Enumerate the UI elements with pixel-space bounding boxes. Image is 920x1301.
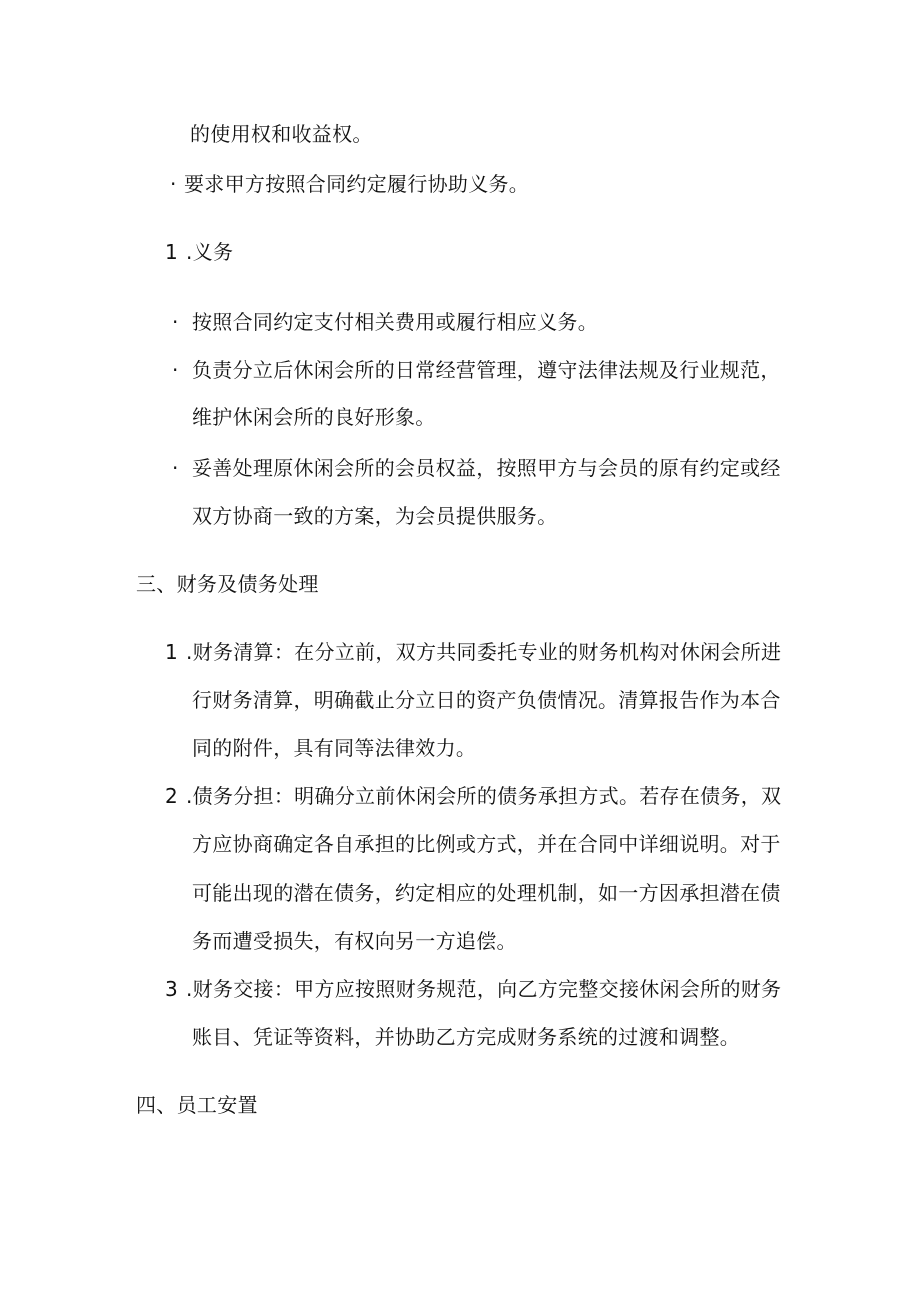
list-item-line: .财务交接：甲方应按照财务规范，向乙方完整交接休闲会所的财务 [186,977,782,1001]
list-item-line: 务而遭受损失，有权向另一方追偿。 [192,929,517,953]
section-heading: 四、员工安置 [136,1093,258,1117]
obligation-item-line: 妥善处理原休闲会所的会员权益，按照甲方与会员的原有约定或经 [192,456,781,480]
bullet-marker: · [172,310,179,334]
obligations-title: .义务 [186,240,234,264]
obligation-item-line: 按照合同约定支付相关费用或履行相应义务。 [192,310,598,334]
section-heading: 三、财务及债务处理 [136,572,319,596]
list-item-line: 行财务清算，明确截止分立日的资产负债情况。清算报告作为本合 [192,688,781,712]
bullet-marker: · [170,172,177,196]
list-item-line: 同的附件，具有同等法律效力。 [192,736,477,760]
obligations-number: 1 [165,240,178,264]
bullet-marker: · [172,358,179,382]
list-item-line: .债务分担：明确分立前休闲会所的债务承担方式。若存在债务，双 [186,784,782,808]
obligation-item-line: 双方协商一致的方案，为会员提供服务。 [192,504,558,528]
list-item-number: 3 [165,977,178,1001]
list-item-number: 1 [165,640,178,664]
rights-bullet-text: 要求甲方按照合同约定履行协助义务。 [184,172,530,196]
list-item-line: .财务清算：在分立前，双方共同委托专业的财务机构对休闲会所进 [186,640,782,664]
list-item-line: 方应协商确定各自承担的比例或方式，并在合同中详细说明。对于 [192,832,781,856]
obligation-item-line: 维护休闲会所的良好形象。 [192,405,436,429]
list-item-line: 可能出现的潜在债务，约定相应的处理机制，如一方因承担潜在债 [192,881,781,905]
obligation-item-line: 负责分立后休闲会所的日常经营管理，遵守法律法规及行业规范， [192,358,781,382]
list-item-number: 2 [165,784,178,808]
paragraph-continuation: 的使用权和收益权。 [190,122,373,146]
bullet-marker: · [172,456,179,480]
list-item-line: 账目、凭证等资料，并协助乙方完成财务系统的过渡和调整。 [192,1025,741,1049]
